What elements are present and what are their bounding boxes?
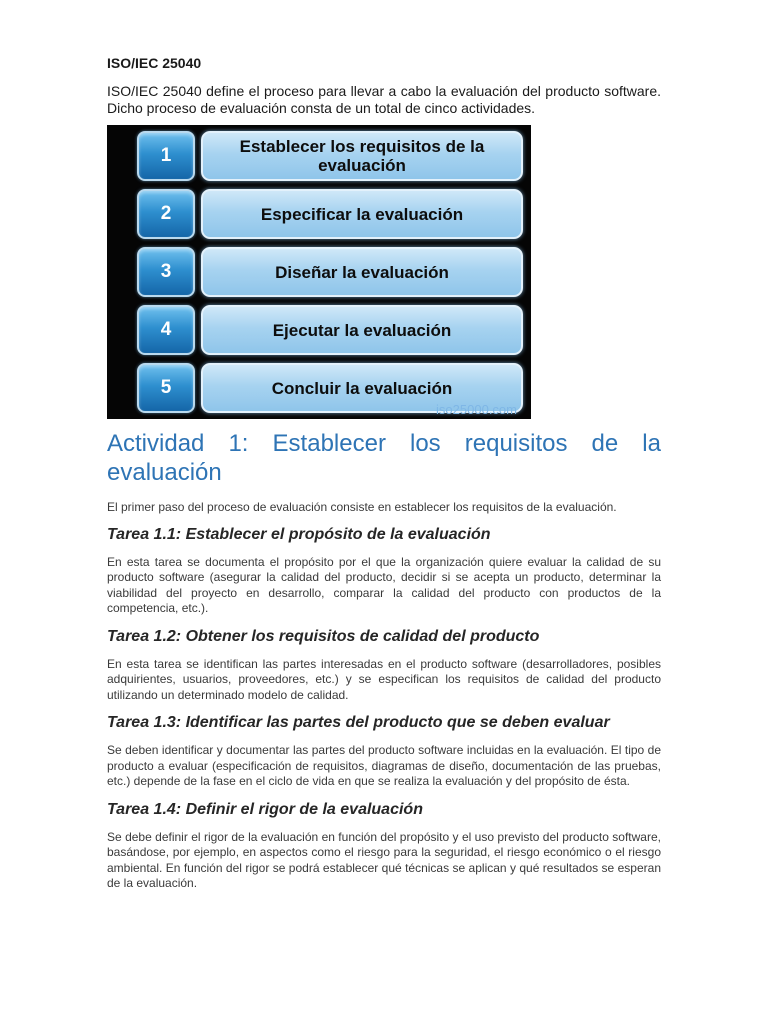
document-content [107, 55, 661, 892]
diagram-step-2 [137, 189, 525, 239]
task-title-1-2: Tarea 1.2: Obtener los requisitos de calidad del producto [107, 627, 540, 645]
task-body-1-4: Se debe definir el rigor de la evaluación en función del propósito y el uso previsto del producto software, basándose, por ejemplo, en aspectos como el riesgo para la seguridad, el riesgo económico o el riesgo ambiental. En función del rigor se podrá establecer qué técnicas se aplican y qué resultados se esperan de la evaluación. [107, 829, 661, 890]
step-label: Diseñar la evaluación [201, 247, 523, 297]
diagram-step-3 [137, 247, 525, 297]
step-number-badge: 1 [137, 131, 195, 181]
step-number-badge: 3 [137, 247, 195, 297]
document-heading: ISO/IEC 25040 [107, 55, 202, 71]
evaluation-process-diagram [107, 125, 531, 419]
step-number-badge: 4 [137, 305, 195, 355]
step-label: Especificar la evaluación [201, 189, 523, 239]
step-label: Establecer los requisitos de la evaluación [201, 131, 523, 181]
task-body-1-2: En esta tarea se identifican las partes interesadas en el producto software (desarrolladores, posibles adquirientes, usuarios, proveedores, etc.) y se especifican los requisitos de calidad del producto utilizando un determinado modelo de calidad. [107, 656, 661, 702]
step-number-badge: 2 [137, 189, 195, 239]
step-label: Ejecutar la evaluación [201, 305, 523, 355]
step-number-badge: 5 [137, 363, 195, 413]
step-label: Concluir la evaluación [201, 363, 523, 413]
task-title-1-3: Tarea 1.3: Identificar las partes del producto que se deben evaluar [107, 714, 610, 731]
diagram-step-4 [137, 305, 525, 355]
task-title-1-4: Tarea 1.4: Definir el rigor de la evaluación [107, 800, 423, 818]
activity-summary: El primer paso del proceso de evaluación consiste en establecer los requisitos de la evaluación. [107, 500, 617, 514]
task-body-1-3: Se deben identificar y documentar las partes del producto software incluidas en la evaluación. El tipo de producto a evaluar (especificación de requisitos, diagramas de diseño, documentación de las pruebas, etc.) depende de la fase en el ciclo de vida en que se realiza la evaluación y del propósito de ésta. [107, 743, 661, 788]
diagram-watermark: iso25000.com [436, 402, 517, 417]
diagram-step-1 [137, 131, 525, 181]
activity-title: Actividad 1: Establecer los requisitos de la evaluación [107, 430, 661, 486]
task-body-1-1: En esta tarea se documenta el propósito por el que la organización quiere evaluar la calidad de su producto software (asegurar la calidad del producto, decidir si se acepta un producto, determinar la viabilidad del proyecto en desarrollo, comparar la calidad del producto con productos de la competencia, etc.). [107, 554, 661, 615]
intro-paragraph: ISO/IEC 25040 define el proceso para llevar a cabo la evaluación del producto software. Dicho proceso de evaluación consta de un total de cinco actividades. [107, 83, 661, 116]
task-title-1-1: Tarea 1.1: Establecer el propósito de la evaluación [107, 525, 491, 543]
